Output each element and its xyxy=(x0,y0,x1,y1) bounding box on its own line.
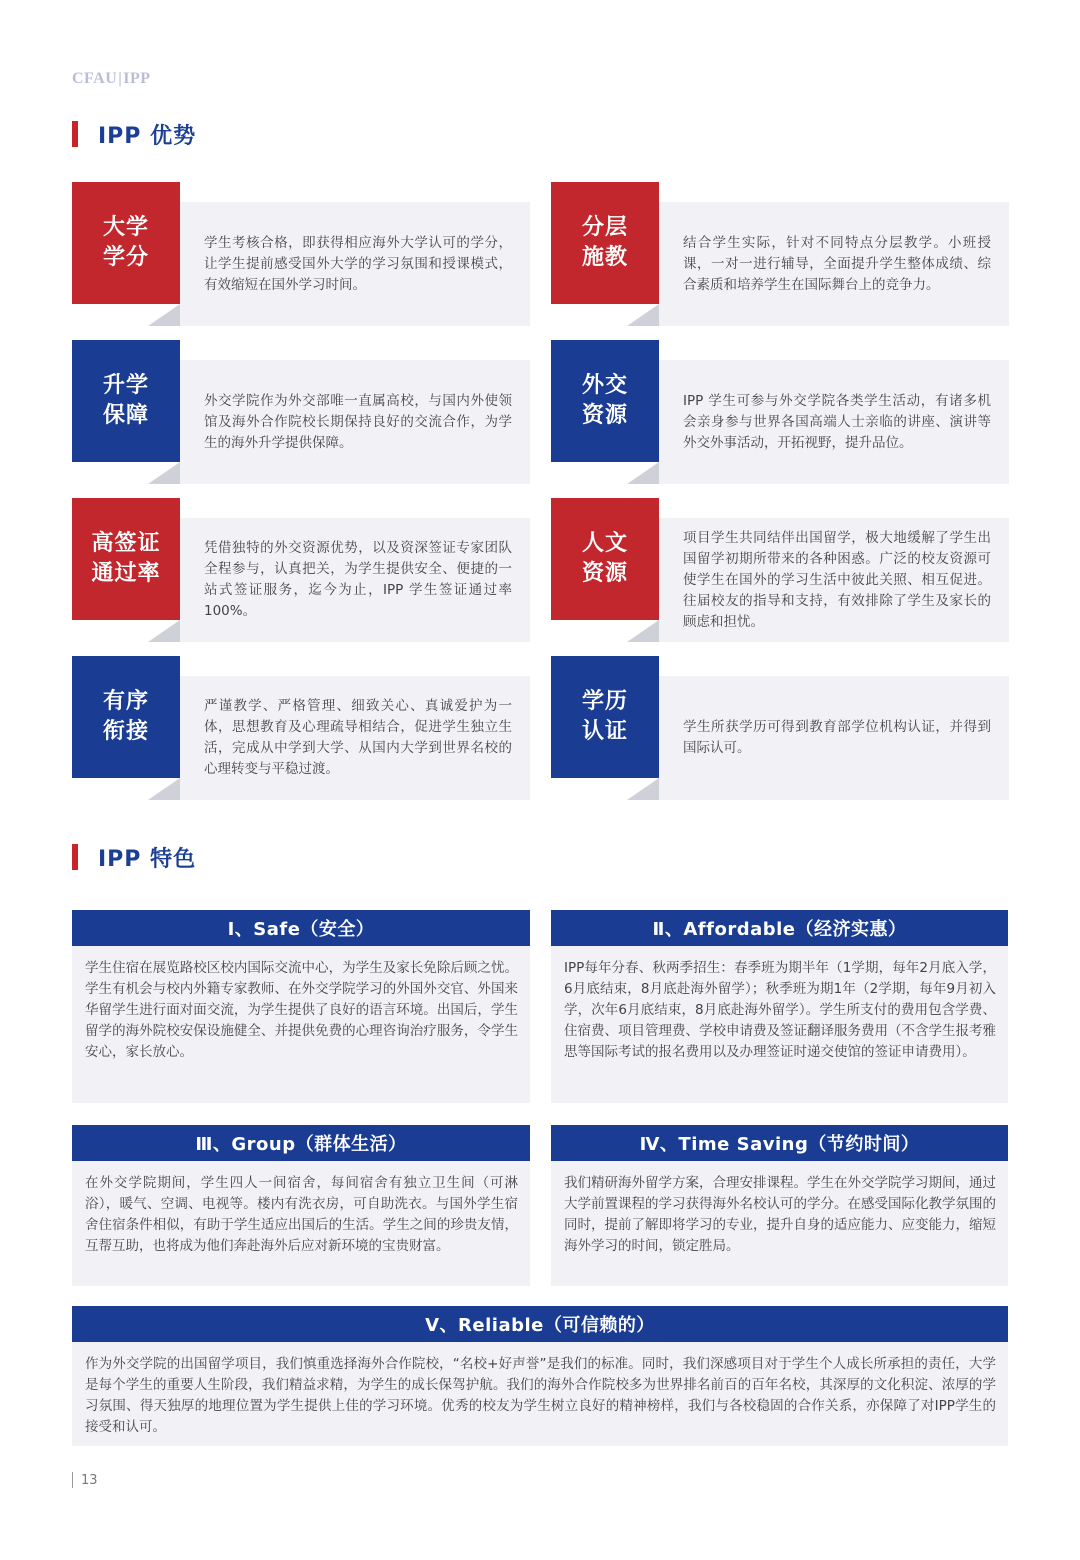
advantage-label-text: 大学 学分 xyxy=(102,215,149,270)
feature-header: Ⅴ、Reliable（可信赖的） xyxy=(72,1306,1008,1342)
advantage-label xyxy=(551,340,659,462)
advantage-text: 结合学生实际，针对不同特点分层教学。小班授课，一对一进行辅导，全面提升学生整体成绩、综合素质和培养学生在国际舞台上的竞争力。 xyxy=(683,234,991,293)
advantage-label-text: 人文 资源 xyxy=(581,531,628,586)
feature-body xyxy=(551,946,1008,1103)
section-title-features xyxy=(72,843,196,871)
section-bar xyxy=(72,844,78,870)
advantage-text: 外交学院作为外交部唯一直属高校，与国内外使领馆及海外合作院校长期保持良好的交流合作，为学生的海外升学提供保障。 xyxy=(204,392,512,451)
advantage-text: 学生所获学历可得到教育部学位机构认证，并得到国际认可。 xyxy=(683,719,991,756)
advantage-panel xyxy=(659,518,1009,642)
advantage-label-text: 升学 保障 xyxy=(102,373,149,428)
fold-shadow xyxy=(627,304,659,326)
advantage-card xyxy=(72,498,530,646)
advantage-text: 学生考核合格，即获得相应海外大学认可的学分，让学生提前感受国外大学的学习氛围和授课模式，有效缩短在国外学习时间。 xyxy=(204,234,512,293)
feature-card-safe xyxy=(72,910,530,1103)
advantage-card xyxy=(72,182,530,330)
advantage-card xyxy=(72,340,530,488)
feature-card-affordable xyxy=(551,910,1008,1103)
advantage-panel xyxy=(659,360,1009,484)
fold-shadow xyxy=(627,462,659,484)
advantage-text: 凭借独特的外交资源优势，以及资深签证专家团队全程参与，认真把关，为学生提供安全、便捷的一站式签证服务，迄今为止，IPP 学生签证通过率 100%。 xyxy=(204,540,512,619)
advantage-label xyxy=(72,182,180,304)
advantage-panel xyxy=(180,202,530,326)
feature-body xyxy=(72,1342,1008,1446)
advantage-card xyxy=(551,340,1009,488)
advantage-panel xyxy=(659,676,1009,800)
page-number-text: 13 xyxy=(81,1472,98,1488)
advantage-label xyxy=(72,498,180,620)
advantage-label-text: 有序 衔接 xyxy=(102,689,149,744)
page-number-bar xyxy=(72,1472,73,1488)
feature-body xyxy=(72,946,530,1103)
feature-text: 作为外交学院的出国留学项目，我们慎重选择海外合作院校，“名校+好声誉”是我们的标准。同时，我们深感项目对于学生个人成长所承担的责任，大学是每个学生的重要人生阶段，我们精益求精，为学生的成长保驾护航。我们的海外合作院校多为世界排名前百的百年名校，其深厚的文化积淀、浓厚的学习氛围、得天独厚的地理位置为学生提供上佳的学习环境。优秀的校友为学生树立良好的精神榜样，我们与各校稳固的合作关系，亦保障了对IPP学生的接受和认可。 xyxy=(85,1356,996,1435)
advantage-label-text: 分层 施教 xyxy=(581,215,628,270)
feature-header: Ⅱ、Affordable（经济实惠） xyxy=(551,910,1008,946)
advantage-label xyxy=(72,656,180,778)
advantage-card xyxy=(72,656,530,804)
section-bar xyxy=(72,121,78,147)
advantage-text: 严谨教学、严格管理、细致关心、真诚爱护为一体，思想教育及心理疏导相结合，促进学生独立生活，完成从中学到大学、从国内大学到世界名校的心理转变与平稳过渡。 xyxy=(204,698,512,777)
fold-shadow xyxy=(627,778,659,800)
feature-body xyxy=(551,1161,1008,1286)
feature-header: Ⅰ、Safe（安全） xyxy=(72,910,530,946)
fold-shadow xyxy=(148,620,180,642)
advantage-card xyxy=(551,656,1009,804)
advantage-card xyxy=(551,182,1009,330)
brand-right: IPP xyxy=(123,70,151,87)
feature-header: Ⅳ、Time Saving（节约时间） xyxy=(551,1125,1008,1161)
section-title-text: IPP 特色 xyxy=(98,846,197,872)
brand-left: CFAU xyxy=(72,70,118,87)
feature-text: 学生住宿在展览路校区校内国际交流中心，为学生及家长免除后顾之忧。学生有机会与校内外籍专家教师、在外交学院学习的外国外交官、外国来华留学生进行面对面交流，为学生提供了良好的语言环境。出国后，学生留学的海外院校安保设施健全、并提供免费的心理咨询治疗服务，令学生安心，家长放心。 xyxy=(85,960,518,1060)
advantage-panel xyxy=(180,360,530,484)
feature-text: IPP每年分春、秋两季招生：春季班为期半年（1学期，每年2月底入学，6月底结束，8月底赴海外留学）；秋季班为期1年（2学期，每年9月初入学，次年6月底结束，8月底赴海外留学）。学生所支付的费用包含学费、住宿费、项目管理费、学校申请费及签证翻译服务费用（不含学生报考雅思等国际考试的报名费用以及办理签证时递交使馆的签证申请费用）。 xyxy=(564,960,996,1060)
brand-separator: | xyxy=(118,70,123,87)
feature-header: Ⅲ、Group（群体生活） xyxy=(72,1125,530,1161)
feature-card-time-saving xyxy=(551,1125,1008,1286)
advantage-label xyxy=(551,656,659,778)
feature-card-group xyxy=(72,1125,530,1286)
section-title-text: IPP 优势 xyxy=(98,123,197,149)
advantage-text: IPP 学生可参与外交学院各类学生活动，有诸多机会亲身参与世界各国高端人士亲临的讲座、演讲等外交外事活动，开拓视野，提升品位。 xyxy=(683,392,991,451)
fold-shadow xyxy=(148,304,180,326)
brand-logo xyxy=(72,70,151,88)
advantage-text: 项目学生共同结伴出国留学，极大地缓解了学生出国留学初期所带来的各种困惑。广泛的校友资源可使学生在国外的学习生活中彼此关照、相互促进。往届校友的指导和支持，有效排除了学生及家长的顾虑和担忧。 xyxy=(683,529,991,630)
advantage-label-text: 高签证 通过率 xyxy=(91,531,161,586)
feature-text: 在外交学院期间，学生四人一间宿舍，每间宿舍有独立卫生间（可淋浴），暖气、空调、电视等。楼内有洗衣房，可自助洗衣。与国外学生宿舍住宿条件相似，有助于学生适应出国后的生活。学生之间的珍贵友情，互帮互助，也将成为他们奔赴海外后应对新环境的宝贵财富。 xyxy=(85,1175,518,1254)
fold-shadow xyxy=(148,778,180,800)
advantage-label xyxy=(551,498,659,620)
advantage-panel xyxy=(180,676,530,800)
advantage-label xyxy=(72,340,180,462)
feature-text: 我们精研海外留学方案，合理安排课程。学生在外交学院学习期间，通过大学前置课程的学习获得海外名校认可的学分。在感受国际化教学氛围的同时，提前了解即将学习的专业，提升自身的适应能力、应变能力，缩短海外学习的时间，锁定胜局。 xyxy=(564,1175,996,1254)
advantage-panel xyxy=(180,518,530,642)
page-number xyxy=(72,1472,98,1488)
fold-shadow xyxy=(627,620,659,642)
section-title-advantages xyxy=(72,120,196,148)
advantage-card xyxy=(551,498,1009,646)
feature-body xyxy=(72,1161,530,1286)
advantage-label xyxy=(551,182,659,304)
fold-shadow xyxy=(148,462,180,484)
advantage-label-text: 学历 认证 xyxy=(581,689,628,744)
advantage-panel xyxy=(659,202,1009,326)
advantage-label-text: 外交 资源 xyxy=(581,373,628,428)
feature-card-reliable xyxy=(72,1306,1008,1446)
